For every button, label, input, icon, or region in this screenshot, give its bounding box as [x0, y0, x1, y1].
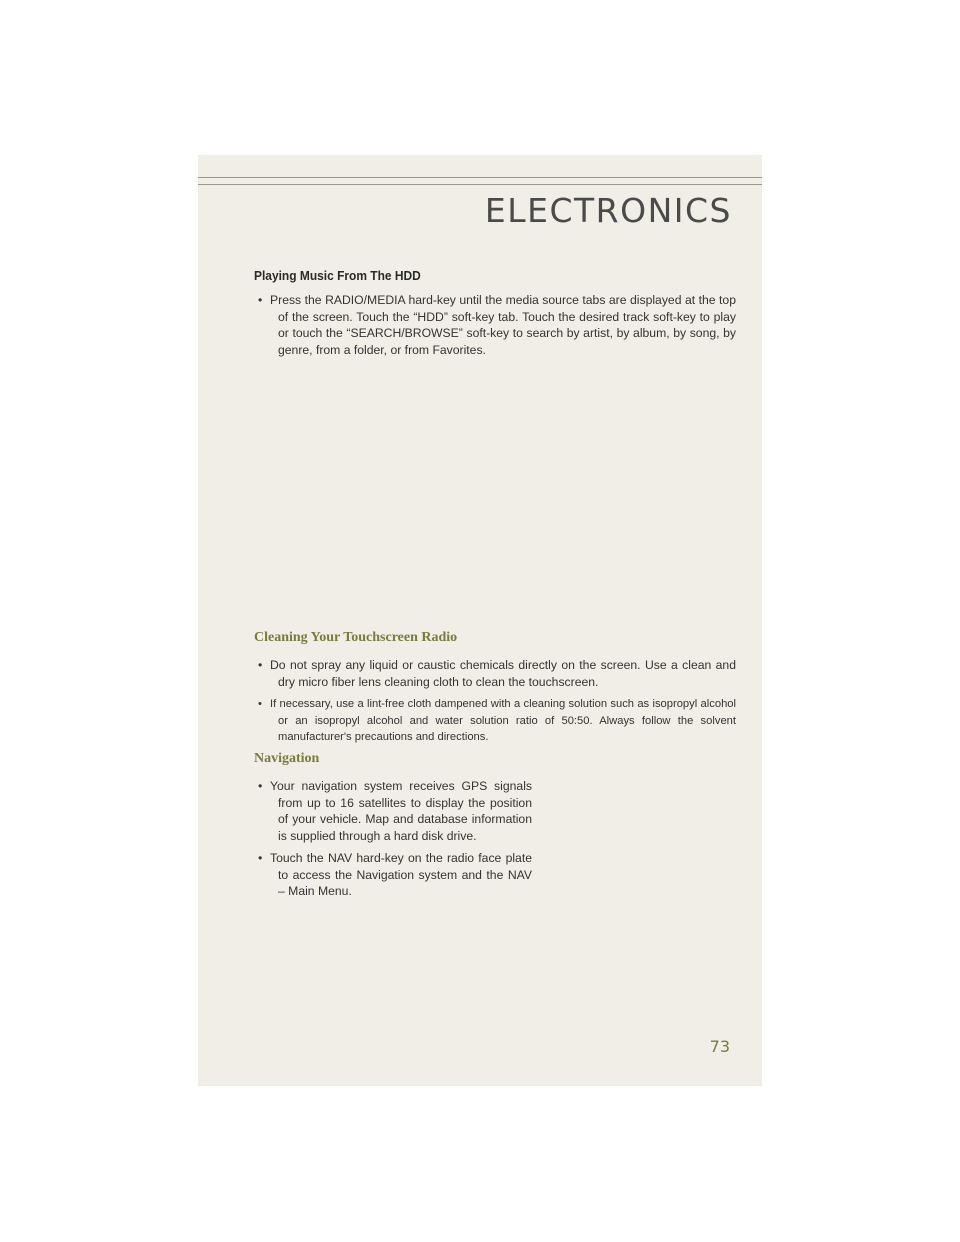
bullet-text: If necessary, use a lint-free cloth dampened with a cleaning solution such as isopropyl alcohol or an isopropyl alcohol and water solution ratio of 50:50. Always follow the solvent manufacturer's precautions and directions.: [270, 698, 736, 743]
bullet-marker: •: [258, 293, 263, 307]
cleaning-content: [254, 657, 736, 752]
bullet-text: Your navigation system receives GPS signals from up to 16 satellites to display the position of your vehicle. Map and database information is supplied through a hard disk drive.: [270, 779, 532, 843]
bullet-marker: •: [258, 698, 262, 710]
bullet-marker: •: [258, 779, 263, 793]
section-title: ELECTRONICS: [484, 191, 732, 230]
hdd-subheading: Playing Music From The HDD: [254, 268, 421, 283]
bullet-marker: •: [258, 851, 263, 865]
header-rule-top: [198, 177, 762, 178]
hdd-bullet-list: [254, 292, 736, 358]
navigation-bullet-list: [254, 778, 532, 900]
page-number: 73: [709, 1037, 730, 1056]
header-rule-bottom: [198, 184, 762, 185]
cleaning-heading: Cleaning Your Touchscreen Radio: [254, 630, 458, 645]
navigation-heading: Navigation: [254, 751, 320, 766]
list-item: [254, 778, 532, 844]
navigation-content: [254, 778, 532, 906]
bullet-text: Press the RADIO/MEDIA hard-key until the media source tabs are displayed at the top of the screen. Touch the “HDD” soft-key tab. Touch the desired track soft-key to play or touch the “SEARCH/BROWSE” soft-key to search by artist, by album, by song, by genre, from a folder, or from Favorites.: [270, 293, 736, 357]
bullet-marker: •: [258, 658, 263, 672]
list-item: [254, 696, 736, 746]
list-item: [254, 850, 532, 900]
hdd-content: [254, 292, 736, 364]
bullet-text: Touch the NAV hard-key on the radio face plate to access the Navigation system and the NAV – Main Menu.: [270, 851, 532, 898]
bullet-text: Do not spray any liquid or caustic chemicals directly on the screen. Use a clean and dry micro fiber lens cleaning cloth to clean the touchscreen.: [270, 658, 736, 689]
list-item: [254, 657, 736, 690]
list-item: [254, 292, 736, 358]
manual-page: [198, 155, 762, 1086]
cleaning-bullet-list: [254, 657, 736, 746]
